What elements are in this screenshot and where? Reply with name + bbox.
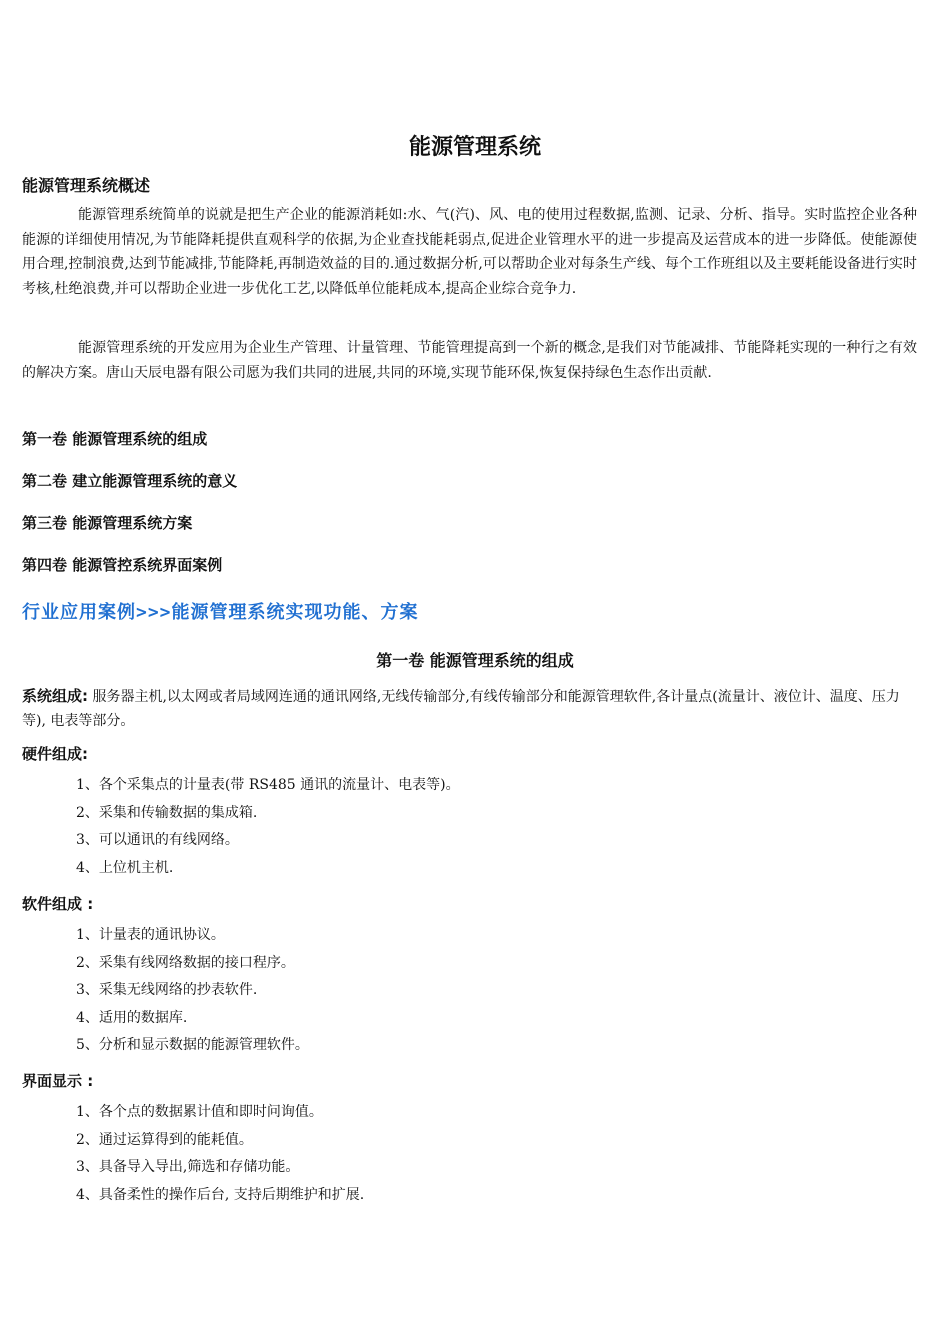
display-list xyxy=(76,1099,364,1209)
system-composition xyxy=(22,684,917,733)
list-item: 1、计量表的通讯协议。 xyxy=(76,927,225,943)
list-item: 3、具备导入导出,筛选和存储功能。 xyxy=(76,1159,300,1175)
hardware-heading: 硬件组成: xyxy=(22,745,88,763)
software-heading: 软件组成 : xyxy=(22,895,94,913)
list-item: 2、采集有线网络数据的接口程序。 xyxy=(76,954,295,971)
list-item: 4、适用的数据库. xyxy=(76,1009,188,1026)
list-item: 4、具备柔性的操作后台, 支持后期维护和扩展. xyxy=(76,1186,365,1203)
list-item: 2、采集和传输数据的集成箱. xyxy=(76,804,258,821)
overview-heading: 能源管理系统概述 xyxy=(22,176,151,195)
overview-paragraph-1: 能源管理系统简单的说就是把生产企业的能源消耗如:水、气(汽)、风、电的使用过程数据,监测、记录、分析、指导。实时监控企业各种能源的详细使用情况,为节能降耗提供直观科学的依据,为企业查找能耗弱点,促进企业管理水平的进一步提高及运营成本的进一步降低。使能源使用合理,控制浪费,达到节能减排,节能降耗,再制造效益的目的.通过数据分析,可以帮助企业对每条生产线、每个工作班组以及主要耗能设备进行实时考核,杜绝浪费,并可以帮助企业进一步优化工艺,以降低单位能耗成本,提高企业综合竞争力. xyxy=(22,207,917,297)
system-composition-label: 系统组成: xyxy=(22,687,88,705)
list-item: 3、可以通讯的有线网络。 xyxy=(76,832,239,848)
overview-paragraph-2: 能源管理系统的开发应用为企业生产管理、计量管理、节能管理提高到一个新的概念,是我们对节能减排、节能降耗实现的一种行之有效的解决方案。唐山天辰电器有限公司愿为我们共同的进展,共同的环境,实现节能环保,恢复保持绿色生态作出贡献. xyxy=(22,340,917,381)
industry-case-link[interactable]: 行业应用案例>>>能源管理系统实现功能、方案 xyxy=(22,602,419,623)
toc-item-1[interactable]: 第一卷 能源管理系统的组成 xyxy=(22,430,208,448)
section-1-title: 第一卷 能源管理系统的组成 xyxy=(376,651,574,670)
software-list xyxy=(76,922,309,1060)
list-item: 4、上位机主机. xyxy=(76,859,174,876)
toc-item-4[interactable]: 第四卷 能源管控系统界面案例 xyxy=(22,556,223,574)
display-heading: 界面显示 : xyxy=(22,1072,94,1090)
list-item: 3、采集无线网络的抄表软件. xyxy=(76,982,258,998)
toc-item-3[interactable]: 第三卷 能源管理系统方案 xyxy=(22,514,193,532)
toc-item-2[interactable]: 第二卷 建立能源管理系统的意义 xyxy=(22,472,238,490)
list-item: 1、各个点的数据累计值和即时问询值。 xyxy=(76,1104,323,1120)
hardware-list xyxy=(76,772,460,882)
list-item: 2、通过运算得到的能耗值。 xyxy=(76,1131,253,1148)
system-composition-text: 服务器主机,以太网或者局域网连通的通讯网络,无线传输部分,有线传输部分和能源管理软件,各计量点(流量计、液位计、温度、压力等), 电表等部分。 xyxy=(22,689,900,729)
list-item: 5、分析和显示数据的能源管理软件。 xyxy=(76,1037,309,1053)
list-item: 1、各个采集点的计量表(带 RS485 通讯的流量计、电表等)。 xyxy=(76,777,460,793)
page-title: 能源管理系统 xyxy=(408,135,541,160)
